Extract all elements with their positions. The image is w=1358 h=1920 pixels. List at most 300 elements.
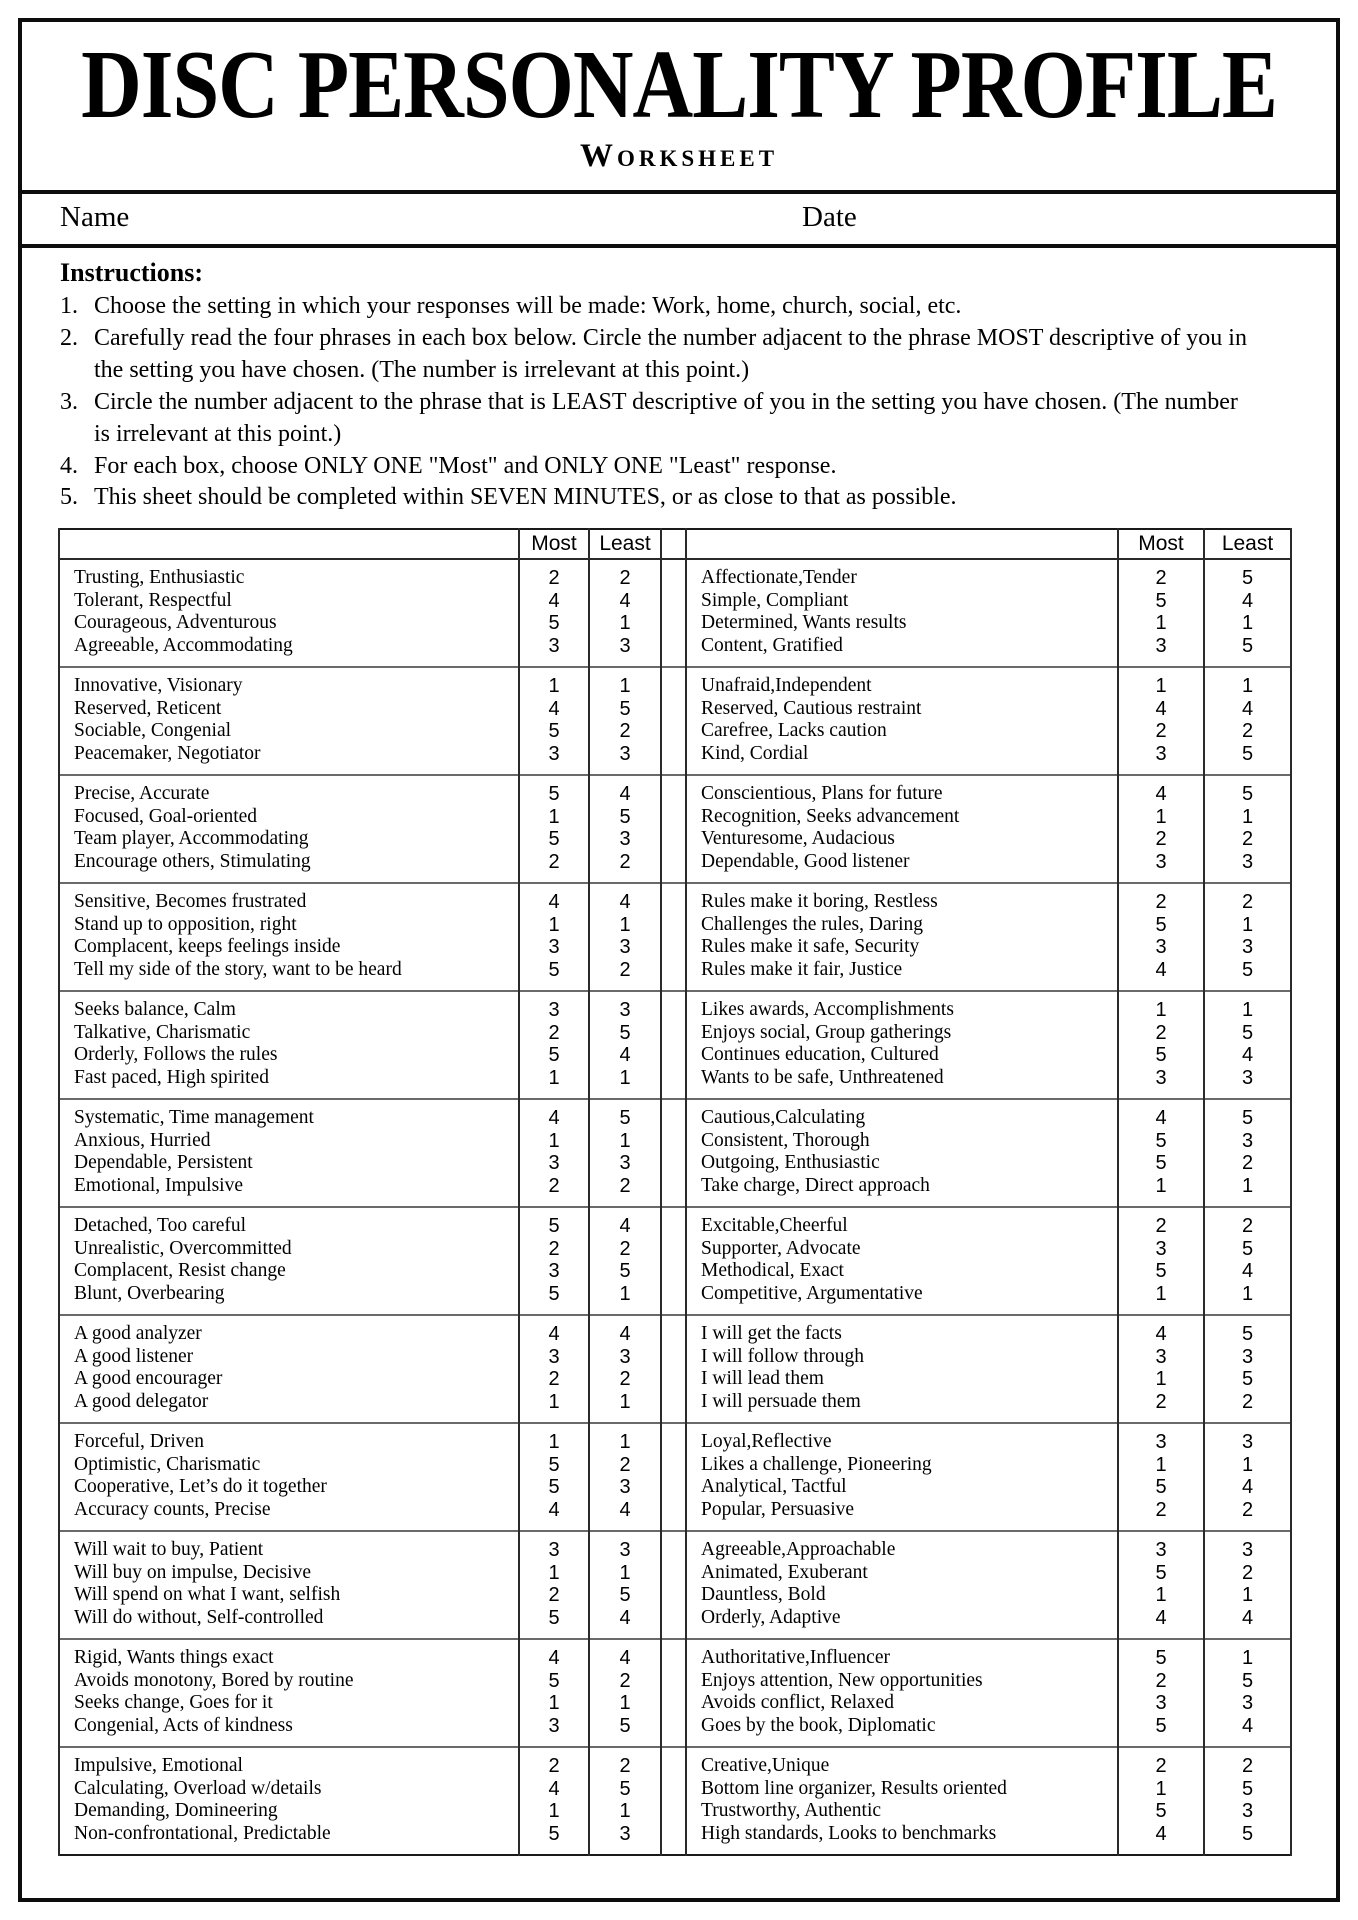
least-cell bbox=[589, 1207, 661, 1315]
instruction-item bbox=[60, 387, 1250, 451]
most-value[interactable]: 5 bbox=[1155, 1129, 1167, 1152]
least-value[interactable]: 5 bbox=[1241, 742, 1254, 765]
page-subtitle: Worksheet bbox=[579, 137, 779, 174]
least-value[interactable]: 5 bbox=[1241, 1107, 1254, 1130]
most-cell bbox=[519, 1747, 589, 1855]
phrase-text: Enjoys social, Group gatherings bbox=[701, 1021, 952, 1043]
least-value[interactable]: 2 bbox=[1241, 1755, 1254, 1778]
instruction-text: For each box, choose ONLY ONE "Most" and ONLY ONE "Least" response. bbox=[94, 452, 837, 479]
least-value[interactable]: 3 bbox=[1241, 1431, 1254, 1454]
most-value[interactable]: 2 bbox=[1155, 1669, 1167, 1692]
most-value[interactable]: 1 bbox=[1155, 612, 1167, 635]
most-value[interactable]: 5 bbox=[1155, 913, 1167, 936]
least-value[interactable]: 2 bbox=[1241, 1498, 1254, 1521]
most-value[interactable]: 2 bbox=[1155, 1021, 1167, 1044]
phrase-text: Simple, Compliant bbox=[701, 589, 849, 611]
least-value[interactable]: 5 bbox=[1241, 958, 1254, 981]
least-value[interactable]: 5 bbox=[1241, 1669, 1254, 1692]
least-value[interactable]: 5 bbox=[1241, 1777, 1254, 1800]
table-row bbox=[59, 1747, 1291, 1855]
most-value[interactable]: 2 bbox=[1155, 720, 1167, 743]
table-row bbox=[59, 1099, 1291, 1207]
table-row bbox=[59, 1639, 1291, 1747]
most-value[interactable]: 5 bbox=[548, 783, 560, 806]
phrase-text: I will persuade them bbox=[701, 1390, 861, 1412]
most-cell bbox=[1118, 1639, 1204, 1747]
phrase-text: Seeks change, Goes for it bbox=[74, 1692, 273, 1714]
most-value[interactable]: 3 bbox=[1155, 1539, 1167, 1562]
least-value[interactable]: 5 bbox=[1241, 1323, 1254, 1346]
least-value[interactable]: 5 bbox=[1241, 1368, 1254, 1391]
phrase-cell bbox=[686, 775, 1118, 883]
least-value[interactable]: 3 bbox=[1241, 850, 1254, 873]
most-value[interactable]: 3 bbox=[1155, 742, 1167, 765]
phrase-text: Dependable, Good listener bbox=[701, 850, 910, 872]
least-cell bbox=[1204, 1423, 1291, 1531]
most-value[interactable]: 2 bbox=[548, 1237, 560, 1260]
most-cell bbox=[1118, 1207, 1204, 1315]
most-value[interactable]: 4 bbox=[548, 697, 560, 720]
table-row bbox=[59, 991, 1291, 1099]
date-field[interactable] bbox=[882, 204, 1262, 232]
most-value[interactable]: 3 bbox=[1155, 1066, 1167, 1089]
least-value[interactable]: 4 bbox=[1241, 1260, 1254, 1283]
most-value[interactable]: 3 bbox=[1155, 1692, 1167, 1715]
phrase-text: Will buy on impulse, Decisive bbox=[74, 1561, 311, 1583]
least-cell bbox=[1204, 991, 1291, 1099]
most-value[interactable]: 1 bbox=[548, 1561, 560, 1584]
least-value[interactable]: 3 bbox=[1241, 936, 1254, 959]
most-value[interactable]: 3 bbox=[548, 1345, 560, 1368]
least-value[interactable]: 5 bbox=[619, 1584, 631, 1607]
least-value[interactable]: 4 bbox=[619, 589, 631, 612]
most-value[interactable]: 1 bbox=[1155, 675, 1167, 698]
most-value[interactable]: 1 bbox=[1155, 999, 1167, 1022]
spacer-cell bbox=[661, 559, 686, 667]
most-value[interactable]: 1 bbox=[548, 1129, 560, 1152]
least-value[interactable]: 5 bbox=[619, 697, 631, 720]
least-value[interactable]: 3 bbox=[619, 742, 631, 765]
least-value[interactable]: 4 bbox=[619, 1044, 631, 1067]
table-row bbox=[59, 883, 1291, 991]
phrase-text: Dependable, Persistent bbox=[74, 1152, 253, 1174]
most-value[interactable]: 5 bbox=[1155, 1561, 1167, 1584]
most-value[interactable]: 4 bbox=[1155, 1107, 1167, 1130]
most-value[interactable]: 4 bbox=[548, 891, 560, 914]
least-value[interactable]: 1 bbox=[619, 1800, 631, 1823]
instruction-number: 1. bbox=[60, 293, 78, 319]
least-value[interactable]: 1 bbox=[619, 1692, 631, 1715]
least-value[interactable]: 2 bbox=[619, 850, 631, 873]
least-value[interactable]: 3 bbox=[1241, 1129, 1254, 1152]
most-value[interactable]: 3 bbox=[548, 634, 560, 657]
most-value[interactable]: 2 bbox=[1155, 1755, 1167, 1778]
least-value[interactable]: 5 bbox=[619, 1107, 631, 1130]
least-cell bbox=[1204, 1207, 1291, 1315]
most-value[interactable]: 5 bbox=[1155, 1152, 1167, 1175]
most-value[interactable]: 2 bbox=[548, 850, 560, 873]
phrase-text: Likes a challenge, Pioneering bbox=[701, 1453, 932, 1475]
phrase-text: Congenial, Acts of kindness bbox=[74, 1714, 293, 1736]
most-cell bbox=[519, 559, 589, 667]
most-value[interactable]: 4 bbox=[1155, 958, 1167, 981]
least-value[interactable]: 4 bbox=[1241, 1606, 1254, 1629]
phrase-text: Affectionate,Tender bbox=[701, 567, 857, 589]
phrase-text: Will spend on what I want, selfish bbox=[74, 1584, 341, 1606]
most-value[interactable]: 5 bbox=[548, 1822, 560, 1845]
least-value[interactable]: 4 bbox=[1241, 1044, 1254, 1067]
least-cell bbox=[1204, 1315, 1291, 1423]
phrase-text: Seeks balance, Calm bbox=[74, 999, 236, 1021]
least-value[interactable]: 2 bbox=[619, 567, 631, 590]
phrase-text: Avoids conflict, Relaxed bbox=[701, 1692, 894, 1714]
least-value[interactable]: 3 bbox=[619, 1539, 631, 1562]
least-value[interactable]: 3 bbox=[619, 828, 631, 851]
most-value[interactable]: 5 bbox=[548, 1044, 560, 1067]
most-value[interactable]: 3 bbox=[548, 936, 560, 959]
least-value[interactable]: 3 bbox=[619, 634, 631, 657]
phrase-text: A good delegator bbox=[74, 1390, 209, 1412]
least-value[interactable]: 2 bbox=[619, 958, 631, 981]
most-value[interactable]: 3 bbox=[548, 742, 560, 765]
most-value[interactable]: 3 bbox=[1155, 1345, 1167, 1368]
least-value[interactable]: 2 bbox=[1241, 1390, 1254, 1413]
phrase-header-left bbox=[59, 529, 519, 559]
phrase-cell bbox=[59, 1423, 519, 1531]
most-cell bbox=[519, 1531, 589, 1639]
most-value[interactable]: 1 bbox=[1155, 1368, 1167, 1391]
most-value[interactable]: 1 bbox=[1155, 1584, 1167, 1607]
least-value[interactable]: 2 bbox=[1241, 1561, 1254, 1584]
table-row bbox=[59, 1207, 1291, 1315]
most-value[interactable]: 2 bbox=[1155, 1390, 1167, 1413]
most-cell bbox=[519, 1207, 589, 1315]
phrase-text: Creative,Unique bbox=[701, 1755, 830, 1777]
most-value[interactable]: 5 bbox=[1155, 1476, 1167, 1499]
phrase-text: Non-confrontational, Predictable bbox=[74, 1822, 331, 1844]
most-value[interactable]: 3 bbox=[1155, 936, 1167, 959]
least-value[interactable]: 4 bbox=[1241, 589, 1254, 612]
most-value[interactable]: 2 bbox=[1155, 567, 1167, 590]
most-value[interactable]: 1 bbox=[1155, 1777, 1167, 1800]
most-value[interactable]: 4 bbox=[548, 1647, 560, 1670]
least-value[interactable]: 4 bbox=[1241, 697, 1254, 720]
instructions-section bbox=[22, 248, 1336, 518]
least-value[interactable]: 2 bbox=[1241, 1215, 1254, 1238]
worksheet-header bbox=[22, 22, 1336, 190]
least-value[interactable]: 5 bbox=[1241, 634, 1254, 657]
spacer-cell bbox=[661, 883, 686, 991]
most-value[interactable]: 3 bbox=[548, 1152, 560, 1175]
table-row bbox=[59, 559, 1291, 667]
most-value[interactable]: 1 bbox=[1155, 1282, 1167, 1305]
least-value[interactable]: 5 bbox=[1241, 1822, 1254, 1845]
least-value[interactable]: 1 bbox=[1241, 1174, 1254, 1197]
most-value[interactable]: 3 bbox=[1155, 850, 1167, 873]
least-value[interactable]: 3 bbox=[1241, 1539, 1254, 1562]
least-value[interactable]: 5 bbox=[619, 1260, 631, 1283]
least-value[interactable]: 4 bbox=[619, 1215, 631, 1238]
least-value[interactable]: 1 bbox=[1241, 675, 1254, 698]
phrase-text: Analytical, Tactful bbox=[701, 1476, 847, 1498]
phrase-cell bbox=[59, 1207, 519, 1315]
most-value[interactable]: 1 bbox=[548, 675, 560, 698]
most-value[interactable]: 5 bbox=[1155, 1647, 1167, 1670]
name-date-row bbox=[22, 194, 1336, 244]
most-value[interactable]: 2 bbox=[1155, 1215, 1167, 1238]
most-value[interactable]: 5 bbox=[548, 720, 560, 743]
phrase-cell bbox=[686, 1423, 1118, 1531]
least-cell bbox=[589, 991, 661, 1099]
most-value[interactable]: 2 bbox=[548, 567, 560, 590]
least-value[interactable]: 3 bbox=[619, 1152, 631, 1175]
least-value[interactable]: 5 bbox=[1241, 1237, 1254, 1260]
phrase-text: Rules make it safe, Security bbox=[701, 936, 920, 958]
phrase-cell bbox=[686, 1531, 1118, 1639]
most-value[interactable]: 1 bbox=[1155, 1174, 1167, 1197]
page-frame bbox=[18, 18, 1340, 1902]
instruction-text: Choose the setting in which your responses will be made: Work, home, church, social, etc. bbox=[94, 293, 962, 319]
least-value[interactable]: 5 bbox=[619, 1777, 631, 1800]
phrase-text: Encourage others, Stimulating bbox=[74, 850, 311, 872]
most-value[interactable]: 4 bbox=[548, 1777, 560, 1800]
most-value[interactable]: 1 bbox=[548, 1431, 560, 1454]
least-value[interactable]: 4 bbox=[619, 1323, 631, 1346]
phrase-cell bbox=[59, 667, 519, 775]
phrase-text: Orderly, Follows the rules bbox=[74, 1044, 278, 1066]
least-value[interactable]: 2 bbox=[1241, 720, 1254, 743]
most-value[interactable]: 4 bbox=[548, 1323, 560, 1346]
most-value[interactable]: 5 bbox=[548, 1606, 560, 1629]
instructions-list bbox=[60, 291, 1250, 514]
least-value[interactable]: 1 bbox=[1241, 913, 1254, 936]
least-value[interactable]: 5 bbox=[1241, 783, 1254, 806]
instruction-number: 2. bbox=[60, 324, 78, 351]
most-value[interactable]: 5 bbox=[1155, 1044, 1167, 1067]
least-value[interactable]: 3 bbox=[1241, 1066, 1254, 1089]
most-value[interactable]: 4 bbox=[1155, 1323, 1167, 1346]
most-value[interactable]: 5 bbox=[548, 1476, 560, 1499]
phrase-text: Orderly, Adaptive bbox=[701, 1606, 841, 1628]
least-value[interactable]: 2 bbox=[619, 1669, 631, 1692]
most-cell bbox=[519, 883, 589, 991]
least-value[interactable]: 2 bbox=[1241, 1152, 1254, 1175]
most-value[interactable]: 5 bbox=[548, 1453, 560, 1476]
instruction-number: 3. bbox=[60, 388, 78, 415]
most-cell bbox=[519, 1099, 589, 1207]
most-value[interactable]: 2 bbox=[548, 1584, 560, 1607]
least-value[interactable]: 3 bbox=[619, 999, 631, 1022]
most-value[interactable]: 2 bbox=[1155, 891, 1167, 914]
most-cell bbox=[519, 775, 589, 883]
least-value[interactable]: 3 bbox=[1241, 1692, 1254, 1715]
least-value[interactable]: 1 bbox=[619, 1066, 631, 1089]
least-value[interactable]: 3 bbox=[619, 1476, 631, 1499]
instruction-text: This sheet should be completed within SEVEN MINUTES, or as close to that as possible. bbox=[94, 484, 957, 511]
date-label: Date bbox=[802, 201, 857, 233]
most-value[interactable]: 5 bbox=[548, 612, 560, 635]
most-value[interactable]: 4 bbox=[548, 1498, 560, 1521]
phrase-text: Sensitive, Becomes frustrated bbox=[74, 891, 307, 913]
table-header-row bbox=[59, 529, 1291, 559]
least-value[interactable]: 1 bbox=[1241, 999, 1254, 1022]
least-value[interactable]: 2 bbox=[619, 1453, 631, 1476]
phrase-text: Complacent, keeps feelings inside bbox=[74, 936, 341, 958]
least-value[interactable]: 1 bbox=[1241, 1584, 1254, 1607]
least-value[interactable]: 2 bbox=[619, 720, 631, 743]
most-value[interactable]: 3 bbox=[1155, 634, 1167, 657]
most-value[interactable]: 5 bbox=[548, 958, 560, 981]
least-value[interactable]: 5 bbox=[1241, 567, 1254, 590]
most-value[interactable]: 4 bbox=[1155, 783, 1167, 806]
most-value[interactable]: 2 bbox=[548, 1368, 560, 1391]
most-value[interactable]: 5 bbox=[1155, 1714, 1167, 1737]
least-value[interactable]: 1 bbox=[1241, 805, 1254, 828]
most-value[interactable]: 1 bbox=[548, 805, 560, 828]
phrase-cell bbox=[686, 883, 1118, 991]
least-value[interactable]: 1 bbox=[619, 1282, 631, 1305]
least-value[interactable]: 4 bbox=[619, 891, 631, 914]
most-value[interactable]: 4 bbox=[1155, 1606, 1167, 1629]
phrase-text: Detached, Too careful bbox=[74, 1215, 247, 1237]
least-value[interactable]: 2 bbox=[1241, 891, 1254, 914]
least-value[interactable]: 2 bbox=[619, 1368, 631, 1391]
least-value[interactable]: 5 bbox=[619, 1714, 631, 1737]
most-value[interactable]: 2 bbox=[1155, 1498, 1167, 1521]
least-cell bbox=[589, 775, 661, 883]
phrase-text: Courageous, Adventurous bbox=[74, 612, 277, 634]
most-value[interactable]: 3 bbox=[548, 1260, 560, 1283]
phrase-text: Authoritative,Influencer bbox=[701, 1647, 890, 1669]
most-value[interactable]: 2 bbox=[548, 1174, 560, 1197]
phrase-cell bbox=[59, 1315, 519, 1423]
least-value[interactable]: 4 bbox=[619, 783, 631, 806]
most-value[interactable]: 5 bbox=[1155, 589, 1167, 612]
least-value[interactable]: 1 bbox=[1241, 1282, 1254, 1305]
instruction-number: 4. bbox=[60, 452, 78, 479]
spacer-cell bbox=[661, 1531, 686, 1639]
least-value[interactable]: 3 bbox=[619, 1345, 631, 1368]
most-value[interactable]: 3 bbox=[1155, 1237, 1167, 1260]
least-value[interactable]: 1 bbox=[1241, 612, 1254, 635]
least-cell bbox=[589, 1099, 661, 1207]
least-value[interactable]: 5 bbox=[619, 805, 631, 828]
phrase-cell bbox=[59, 1639, 519, 1747]
least-value[interactable]: 1 bbox=[619, 1390, 631, 1413]
instruction-number: 5. bbox=[60, 484, 78, 511]
most-cell bbox=[1118, 1747, 1204, 1855]
most-value[interactable]: 4 bbox=[548, 1107, 560, 1130]
least-cell bbox=[589, 1531, 661, 1639]
least-value[interactable]: 4 bbox=[619, 1647, 631, 1670]
least-value[interactable]: 3 bbox=[1241, 1800, 1254, 1823]
least-value[interactable]: 1 bbox=[619, 1561, 631, 1584]
least-value[interactable]: 4 bbox=[619, 1498, 631, 1521]
name-field[interactable] bbox=[152, 204, 752, 232]
phrase-cell bbox=[59, 1099, 519, 1207]
phrase-text: Tell my side of the story, want to be heard bbox=[74, 958, 402, 980]
least-value[interactable]: 4 bbox=[619, 1606, 631, 1629]
most-value[interactable]: 1 bbox=[1155, 805, 1167, 828]
most-cell bbox=[1118, 1531, 1204, 1639]
most-value[interactable]: 1 bbox=[548, 1066, 560, 1089]
phrase-cell bbox=[686, 1207, 1118, 1315]
most-value[interactable]: 3 bbox=[548, 999, 560, 1022]
most-value[interactable]: 2 bbox=[548, 1021, 560, 1044]
least-value[interactable]: 3 bbox=[619, 936, 631, 959]
instruction-item bbox=[60, 291, 1250, 323]
table-row bbox=[59, 775, 1291, 883]
least-value[interactable]: 5 bbox=[1241, 1021, 1254, 1044]
most-value[interactable]: 2 bbox=[548, 1755, 560, 1778]
phrase-cell bbox=[59, 1531, 519, 1639]
phrase-cell bbox=[59, 991, 519, 1099]
least-cell bbox=[589, 1423, 661, 1531]
least-cell bbox=[589, 1315, 661, 1423]
phrase-text: Avoids monotony, Bored by routine bbox=[74, 1669, 354, 1691]
most-value[interactable]: 5 bbox=[548, 1215, 560, 1238]
most-value[interactable]: 1 bbox=[548, 913, 560, 936]
least-cell bbox=[589, 559, 661, 667]
least-value[interactable]: 3 bbox=[619, 1822, 631, 1845]
least-value[interactable]: 2 bbox=[619, 1237, 631, 1260]
most-value[interactable]: 4 bbox=[1155, 1822, 1167, 1845]
least-value[interactable]: 1 bbox=[619, 913, 631, 936]
least-value[interactable]: 5 bbox=[619, 1021, 631, 1044]
phrase-text: Challenges the rules, Daring bbox=[701, 913, 924, 935]
phrase-text: Dauntless, Bold bbox=[701, 1584, 826, 1606]
most-value[interactable]: 3 bbox=[1155, 1431, 1167, 1454]
phrase-text: Excitable,Cheerful bbox=[701, 1215, 848, 1237]
least-value[interactable]: 4 bbox=[1241, 1476, 1254, 1499]
least-value[interactable]: 2 bbox=[1241, 828, 1254, 851]
phrase-text: Innovative, Visionary bbox=[74, 675, 243, 697]
least-value[interactable]: 1 bbox=[619, 1129, 631, 1152]
least-value[interactable]: 2 bbox=[619, 1174, 631, 1197]
most-value[interactable]: 4 bbox=[1155, 697, 1167, 720]
most-value[interactable]: 5 bbox=[548, 1669, 560, 1692]
least-value[interactable]: 2 bbox=[619, 1755, 631, 1778]
most-header-right: Most bbox=[1118, 529, 1204, 559]
least-value[interactable]: 4 bbox=[1241, 1714, 1254, 1737]
most-value[interactable]: 4 bbox=[548, 589, 560, 612]
phrase-text: Determined, Wants results bbox=[701, 612, 907, 634]
most-value[interactable]: 1 bbox=[548, 1800, 560, 1823]
phrase-text: Unafraid,Independent bbox=[701, 675, 872, 697]
least-value[interactable]: 1 bbox=[1241, 1453, 1254, 1476]
most-value[interactable]: 1 bbox=[548, 1390, 560, 1413]
phrase-text: Reserved, Reticent bbox=[74, 697, 222, 719]
spacer-header bbox=[661, 529, 686, 559]
phrase-cell bbox=[686, 1747, 1118, 1855]
most-value[interactable]: 2 bbox=[1155, 828, 1167, 851]
most-header-left: Most bbox=[519, 529, 589, 559]
most-value[interactable]: 3 bbox=[548, 1539, 560, 1562]
most-value[interactable]: 1 bbox=[548, 1692, 560, 1715]
least-value[interactable]: 1 bbox=[619, 612, 631, 635]
phrase-text: Precise, Accurate bbox=[74, 783, 210, 805]
most-value[interactable]: 5 bbox=[548, 828, 560, 851]
most-value[interactable]: 5 bbox=[1155, 1260, 1167, 1283]
least-value[interactable]: 1 bbox=[619, 675, 631, 698]
least-value[interactable]: 3 bbox=[1241, 1345, 1254, 1368]
most-value[interactable]: 1 bbox=[1155, 1453, 1167, 1476]
most-value[interactable]: 3 bbox=[548, 1714, 560, 1737]
most-value[interactable]: 5 bbox=[548, 1282, 560, 1305]
least-value[interactable]: 1 bbox=[1241, 1647, 1254, 1670]
least-value[interactable]: 1 bbox=[619, 1431, 631, 1454]
most-value[interactable]: 5 bbox=[1155, 1800, 1167, 1823]
